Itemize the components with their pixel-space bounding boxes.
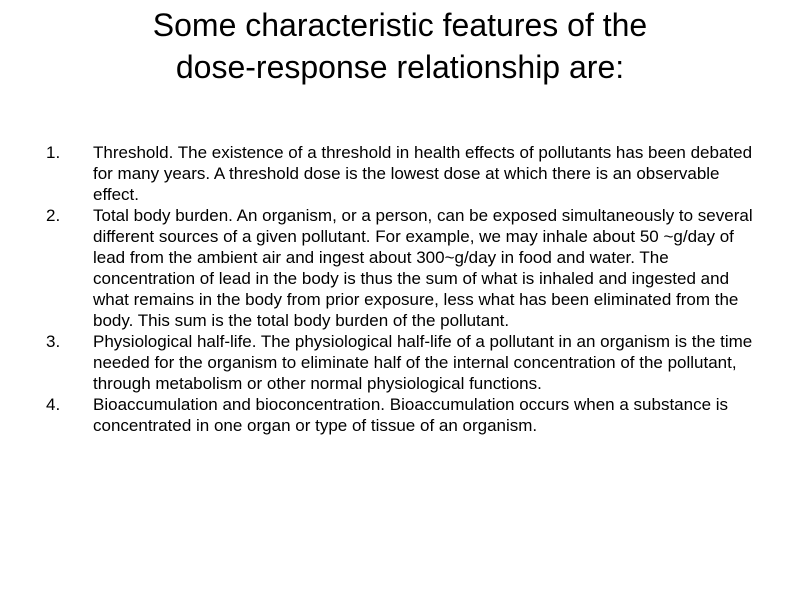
- list-item-number: 1.: [46, 143, 61, 162]
- list-item-text: Total body burden. An organism, or a person, can be exposed simultaneously to several different sources of a given pollutant. For example, we may inhale about 50 ~g/day of lead from the ambient air and ingest about 300~g/day in food and water. The concentration of lead in the body is thus the sum of what is inhaled and ingested and what remains in the body from prior exposure, less what has been eliminated from the body. This sum is the total body burden of the pollutant.: [93, 206, 753, 330]
- list-item-number: 3.: [46, 332, 61, 351]
- slide-title: [40, 4, 760, 88]
- list-item-physiological-half-life: [46, 331, 758, 394]
- list-item-number: 2.: [46, 206, 61, 225]
- list-item-text: Threshold. The existence of a threshold in health effects of pollutants has been debated for many years. A threshold dose is the lowest dose at which there is an observable effect.: [93, 143, 753, 204]
- list-item-threshold: [46, 142, 758, 205]
- list-item-text: Physiological half-life. The physiological half-life of a pollutant in an organism is the time needed for the organism to eliminate half of the internal concentration of the pollutant, through metabolism or other normal physiological functions.: [93, 332, 753, 393]
- list-item-bioaccumulation: [46, 394, 758, 436]
- list-item-number: 4.: [46, 395, 61, 414]
- list-item-total-body-burden: [46, 205, 758, 331]
- numbered-points-list: [46, 142, 758, 436]
- slide-title-line-1: Some characteristic features of the: [152, 7, 648, 43]
- slide-title-line-2: dose-response relationship are:: [175, 49, 625, 85]
- list-item-text: Bioaccumulation and bioconcentration. Bioaccumulation occurs when a substance is concentrated in one organ or type of tissue of an organism.: [93, 395, 729, 435]
